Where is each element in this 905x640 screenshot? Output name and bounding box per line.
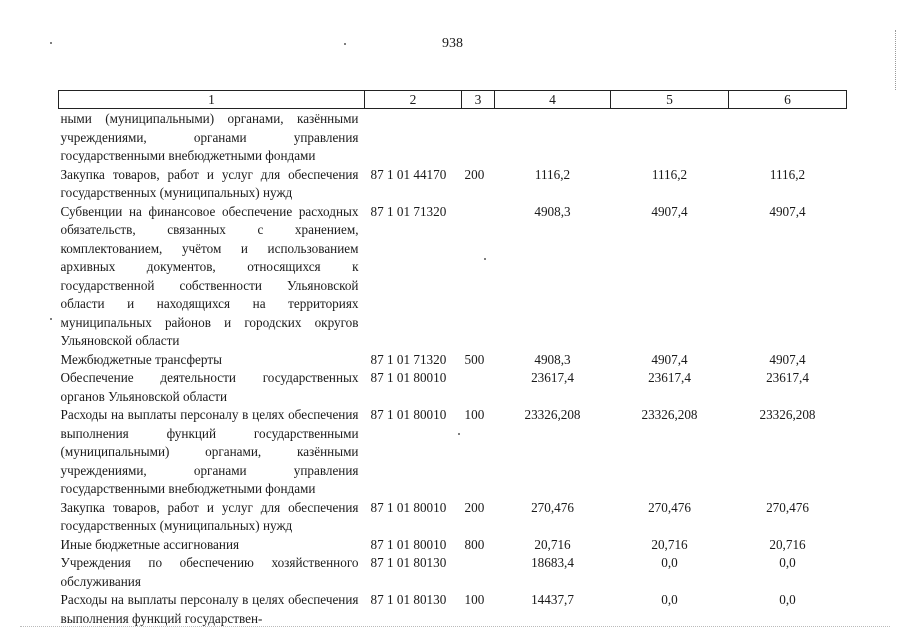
row-name: Межбюджетные трансферты (60, 351, 222, 367)
scan-speck (484, 258, 486, 260)
row-code: 87 1 01 71320 (370, 351, 447, 367)
column-header-value-3: 6 (729, 91, 847, 109)
table-row (59, 591, 847, 628)
row-name: Расходы на выплаты персоналу в целях обеспечения выполнения функций государствен- (60, 592, 359, 626)
scan-speck (344, 43, 346, 45)
row-value-1: 23326,208 (524, 407, 581, 422)
row-value-3: 20,716 (769, 536, 806, 552)
row-code: 87 1 01 44170 (370, 166, 447, 182)
row-value-3: 4907,4 (769, 203, 806, 219)
row-value-3: 23326,208 (759, 407, 816, 422)
table-row (59, 109, 847, 166)
row-expense-type: 200 (464, 499, 485, 515)
scan-edge-line (895, 30, 897, 90)
row-value-2: 270,476 (648, 499, 691, 515)
row-value-2: 20,716 (651, 536, 688, 552)
budget-table (58, 90, 847, 628)
table-row (59, 554, 847, 591)
row-value-3: 23617,4 (766, 370, 809, 385)
column-header-value-1: 4 (495, 91, 611, 109)
row-code: 87 1 01 80010 (370, 370, 447, 385)
scan-speck (50, 318, 52, 320)
row-code: 87 1 01 71320 (370, 203, 447, 219)
column-header-expense-type: 3 (462, 91, 495, 109)
row-value-3: 4907,4 (769, 351, 806, 367)
table-row (59, 369, 847, 406)
row-name: Закупка товаров, работ и услуг для обеспечения государственных (муниципальных) нужд (60, 166, 359, 200)
row-value-1: 4908,3 (534, 351, 571, 367)
table-header-row (59, 91, 847, 109)
row-value-1: 18683,4 (531, 555, 574, 570)
row-value-3 (729, 109, 847, 166)
row-value-1: 270,476 (531, 499, 574, 515)
row-value-2: 0,0 (661, 592, 678, 607)
row-name: ными (муниципальными) органами, казёнными учреждениями, органами управления государственными внебюджетными фондами (60, 111, 359, 163)
scan-bottom-noise (20, 626, 890, 628)
row-value-2: 23617,4 (648, 370, 691, 385)
table-row (59, 203, 847, 351)
row-value-2: 4907,4 (651, 203, 688, 219)
row-expense-type: 100 (464, 592, 485, 607)
row-value-2: 23326,208 (641, 407, 698, 422)
row-code: 87 1 01 80010 (370, 407, 447, 422)
page-number: 938 (442, 36, 463, 51)
row-name: Закупка товаров, работ и услуг для обеспечения государственных (муниципальных) нужд (60, 499, 359, 533)
table-row (59, 499, 847, 536)
row-name: Учреждения по обеспечению хозяйственного обслуживания (60, 555, 359, 589)
column-header-code: 2 (365, 91, 462, 109)
row-code: 87 1 01 80130 (370, 592, 447, 607)
row-value-1: 20,716 (534, 536, 571, 552)
row-value-1: 4908,3 (534, 203, 571, 219)
row-value-2: 0,0 (661, 555, 678, 570)
row-code: 87 1 01 80130 (370, 555, 447, 570)
row-value-1: 14437,7 (531, 592, 574, 607)
row-value-3: 270,476 (766, 499, 809, 515)
row-expense-type (462, 369, 495, 406)
row-value-1: 23617,4 (531, 370, 574, 385)
row-value-3: 0,0 (779, 555, 796, 570)
row-value-3: 0,0 (779, 592, 796, 607)
scan-speck (458, 433, 460, 435)
table-row (59, 536, 847, 555)
row-name: Субвенции на финансовое обеспечение расходных обязательств, связанных с хранением, комплектованием, учётом и использованием архивных документов, относящихся к государственной собственности Ульяновской области и находящихся на территориях муниципальных районов и городских округов Ульяновской области (60, 203, 359, 348)
row-expense-type: 800 (464, 536, 485, 552)
column-header-name: 1 (59, 91, 365, 109)
row-value-2: 1116,2 (651, 166, 688, 182)
row-expense-type (462, 554, 495, 591)
row-expense-type: 100 (464, 407, 485, 422)
scan-speck (50, 42, 52, 44)
row-name: Иные бюджетные ассигнования (60, 536, 240, 552)
row-expense-type: 500 (464, 351, 485, 367)
row-code (365, 109, 462, 166)
row-value-2 (611, 109, 729, 166)
column-header-value-2: 5 (611, 91, 729, 109)
row-code: 87 1 01 80010 (370, 536, 447, 552)
table-row (59, 351, 847, 370)
row-expense-type: 200 (464, 166, 485, 182)
table-body (59, 109, 847, 629)
row-value-2: 4907,4 (651, 351, 688, 367)
row-expense-type (462, 203, 495, 351)
row-value-3: 1116,2 (769, 166, 806, 182)
table-row (59, 166, 847, 203)
row-value-1: 1116,2 (534, 166, 571, 182)
row-expense-type (462, 109, 495, 166)
row-name: Расходы на выплаты персоналу в целях обеспечения выполнения функций государственными (муниципальными) органами, казёнными учреждениями, органами управления государственными внебюджетными фондами (60, 407, 359, 496)
row-code: 87 1 01 80010 (370, 499, 447, 515)
table-row (59, 406, 847, 499)
row-value-1 (495, 109, 611, 166)
row-name: Обеспечение деятельности государственных органов Ульяновской области (60, 370, 359, 404)
